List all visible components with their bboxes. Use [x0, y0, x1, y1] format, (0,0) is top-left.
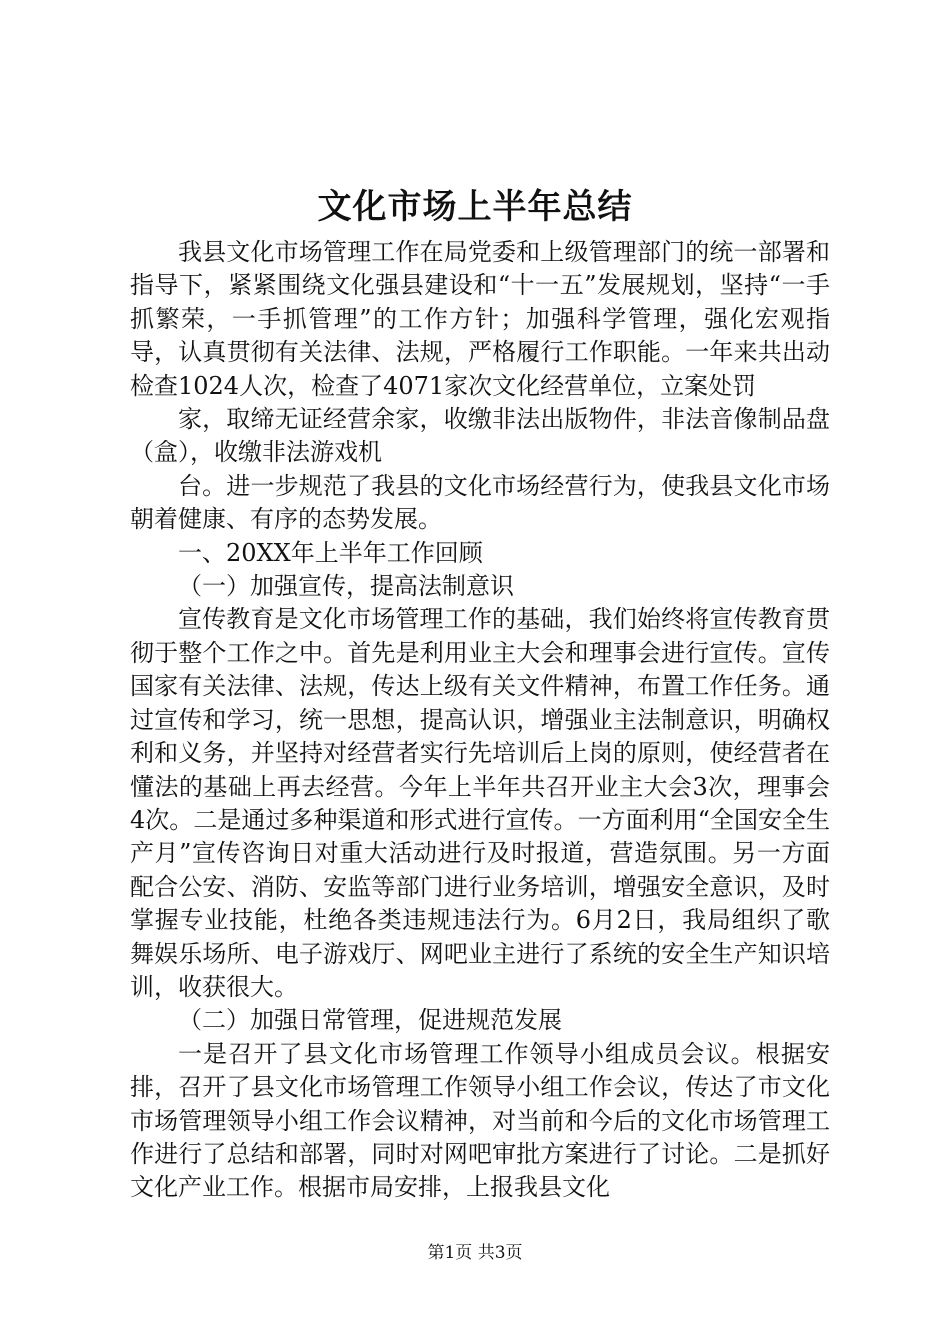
- paragraph-intro: 我县文化市场管理工作在局党委和上级管理部门的统一部署和指导下，紧紧围绕文化强县建设和“十一五”发展规划，坚持“一手抓繁荣，一手抓管理”的工作方针；加强科学管理，强化宏观指导，认真贯彻有关法律、法规，严格履行工作职能。一年来共出动检查1024人次，检查了4071家次文化经营单位，立案处罚: [130, 238, 830, 400]
- paragraph-publicity: 宣传教育是文化市场管理工作的基础，我们始终将宣传教育贯彻于整个工作之中。首先是利用业主大会和理事会进行宣传。宣传国家有关法律、法规，传达上级有关文件精神，布置工作任务。通过宣传和学习，统一思想，提高认识，增强业主法制意识，明确权利和义务，并坚持对经营者实行先培训后上岗的原则，使经营者在懂法的基础上再去经营。今年上半年共召开业主大会3次，理事会4次。二是通过多种渠道和形式进行宣传。一方面利用“全国安全生产月”宣传咨询日对重大活动进行及时报道，营造氛围。另一方面配合公安、消防、安监等部门进行业务培训，增强安全意识，及时掌握专业技能，杜绝各类违规违法行为。6月2日，我局组织了歌舞娱乐场所、电子游戏厅、网吧业主进行了系统的安全生产知识培训，收获很大。: [130, 605, 830, 1001]
- subsection-heading-1: （一）加强宣传，提高法制意识: [178, 572, 514, 601]
- document-body: [130, 236, 830, 1205]
- paragraph-intro-conclusion: 台。进一步规范了我县的文化市场经营行为，使我县文化市场朝着健康、有序的态势发展。: [130, 471, 830, 534]
- section-heading: 一、20XX年上半年工作回顾: [178, 538, 483, 567]
- paragraph-daily-management: 一是召开了县文化市场管理工作领导小组成员会议。根据安排，召开了县文化市场管理工作领导小组工作会议，传达了市文化市场管理领导小组工作会议精神，对当前和今后的文化市场管理工作进行了总结和部署，同时对网吧审批方案进行了讨论。二是抓好文化产业工作。根据市局安排，上报我县文化: [130, 1039, 830, 1202]
- page-number-footer: 第1页 共3页: [427, 1243, 523, 1263]
- document-title: 文化市场上半年总结: [317, 187, 633, 227]
- subsection-heading-2: （二）加强日常管理，促进规范发展: [178, 1006, 562, 1035]
- paragraph-intro-continued: 家，取缔无证经营余家，收缴非法出版物件，非法音像制品盘（盒），收缴非法游戏机: [130, 405, 830, 467]
